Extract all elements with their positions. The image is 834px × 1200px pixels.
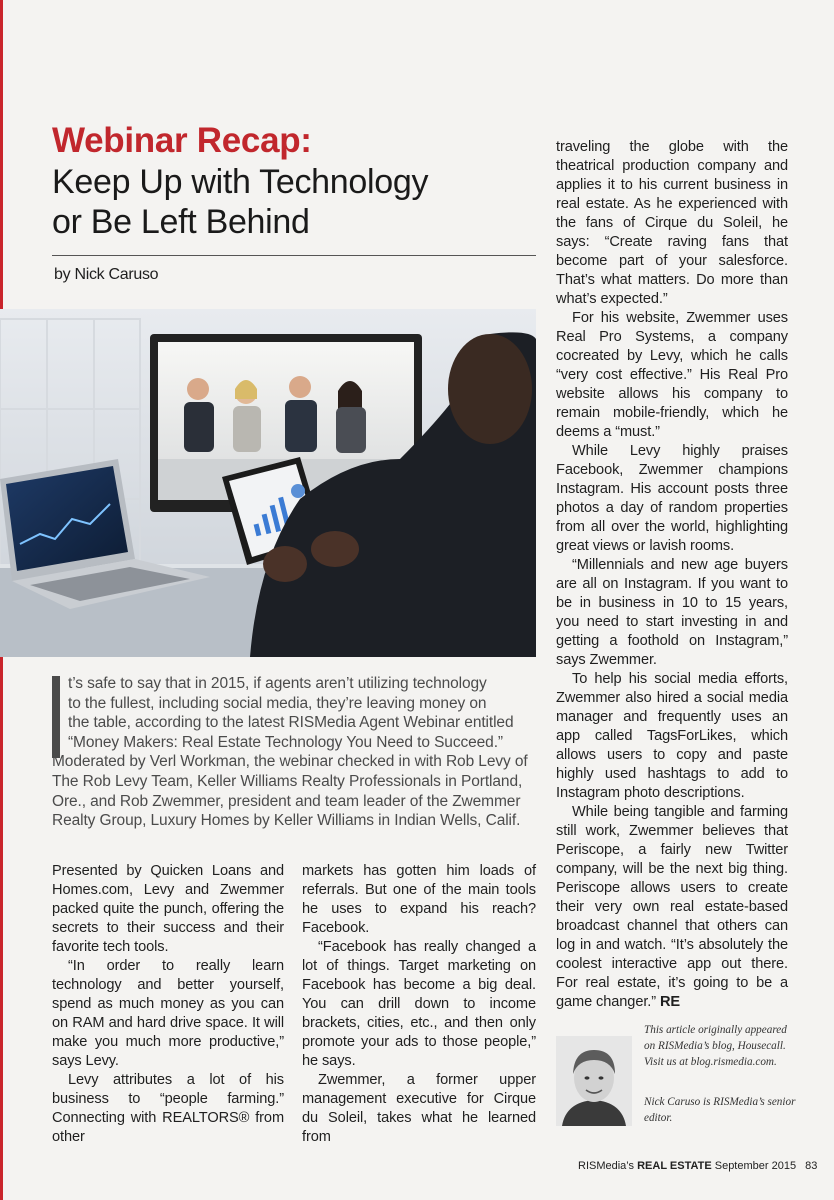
- intro-line: Moderated by Verl Workman, the webinar checked in with Rob Levy of: [52, 753, 528, 771]
- bio-line: editor.: [644, 1112, 673, 1124]
- note-line: on RISMedia’s blog, Housecall.: [644, 1040, 786, 1052]
- paragraph-final-text: While being tangible and farming still work, Zwemmer believes that Periscope, a fairly new Twitter company, will be the next big thing. Periscope allows users to create their very own real estate-based broadcast channel that others can log in and watch. “It’s absolutely the coolest interactive app out there. For real estate, it’s going to be a game changer.”: [556, 804, 788, 1010]
- paragraph: Zwemmer, a former upper management executive for Cirque du Soleil, takes what he learned from: [302, 1072, 536, 1145]
- footer-magazine: REAL ESTATE: [637, 1160, 712, 1172]
- intro-line: the table, according to the latest RISMedia Agent Webinar entitled: [68, 714, 514, 732]
- paragraph: For his website, Zwemmer uses Real Pro Systems, a company cocreated by Levy, which he calls “very cost effective.” His Real Pro website allows his company to remain mobile-friendly, which he deems a “must.”: [556, 310, 788, 440]
- page-number: 83: [805, 1160, 818, 1172]
- body-column-2: [302, 862, 536, 1147]
- body-column-3: [556, 138, 788, 1012]
- headline: [52, 162, 522, 242]
- intro-line: The Rob Levy Team, Keller Williams Realty Professionals in Portland,: [52, 772, 523, 790]
- intro-line: to the fullest, including social media, they’re leaving money on: [68, 694, 487, 712]
- intro-line: Realty Group, Luxury Homes by Keller Williams in Indian Wells, Calif.: [52, 812, 521, 830]
- author-portrait: [556, 1036, 632, 1126]
- end-mark: RE: [659, 994, 681, 1010]
- paragraph: “In order to really learn technology and better yourself, spend as much money as you can on RAM and hard drive space. It will make you much more productive,” says Levy.: [52, 958, 284, 1069]
- paragraph: “Millennials and new age buyers are all on Instagram. If you want to be in business in 10 to 15 years, you need to start investing in and getting a foothold on Instagram,” says Zwemmer.: [556, 557, 788, 668]
- article-photo: [0, 309, 536, 657]
- paragraph: “Facebook has really changed a lot of things. Target marketing on Facebook has become a big deal. You can drill down to income brackets, cities, etc., and then only promote your ads to those people,” he says.: [302, 939, 536, 1069]
- paragraph: To help his social media efforts, Zwemmer also hired a social media manager and frequently uses an app called TagsForLikes, which allows users to copy and paste highly used hashtags to add to Instagram photo descriptions.: [556, 671, 788, 801]
- note-line: This article originally appeared: [644, 1024, 787, 1036]
- headline-line-2: or Be Left Behind: [52, 203, 310, 241]
- article-note: [644, 1022, 787, 1070]
- byline: by Nick Caruso: [54, 266, 159, 283]
- intro-paragraph: [52, 674, 536, 831]
- author-photo: [556, 1036, 632, 1126]
- intro-line: Ore., and Rob Zwemmer, president and team leader of the Zwemmer: [52, 792, 521, 810]
- paragraph-final: [556, 803, 788, 1012]
- body-column-1: [52, 862, 284, 1147]
- paragraph: traveling the globe with the theatrical production company and applies it to his current business in real estate. As he experienced with the fans of Cirque du Soleil, he says: “Create raving fans that become part of your salesforce. That’s what matters. Do more than what’s expected.”: [556, 139, 788, 307]
- paragraph: Levy attributes a lot of his business to “people farming.” Connecting with REALTORS® from other: [52, 1072, 284, 1145]
- page-footer: [578, 1160, 817, 1172]
- intro-line: “Money Makers: Real Estate Technology You Need to Succeed.”: [68, 733, 503, 751]
- footer-date: September 2015: [714, 1160, 797, 1172]
- note-line: Visit us at blog.rismedia.com.: [644, 1056, 777, 1068]
- author-bio: [644, 1094, 795, 1126]
- paragraph: markets has gotten him loads of referrals. But one of the main tools he uses to expand his reach? Facebook.: [302, 863, 536, 936]
- headline-kicker: Webinar Recap:: [52, 121, 312, 160]
- intro-line: t’s safe to say that in 2015, if agents aren’t utilizing technology: [68, 675, 487, 692]
- bio-line: Nick Caruso is RISMedia’s senior: [644, 1096, 796, 1108]
- headline-line-1: Keep Up with Technology: [52, 163, 429, 201]
- paragraph: Presented by Quicken Loans and Homes.com, Levy and Zwemmer packed quite the punch, offering the secrets to their success and their favorite tech tools.: [52, 863, 284, 955]
- title-divider: [52, 255, 536, 256]
- footer-brand: RISMedia’s: [578, 1160, 635, 1172]
- conference-illustration: [0, 309, 536, 657]
- paragraph: While Levy highly praises Facebook, Zwemmer champions Instagram. His account posts three photos a day of random properties from all over the world, highlighting great views or lavish rooms.: [556, 443, 788, 554]
